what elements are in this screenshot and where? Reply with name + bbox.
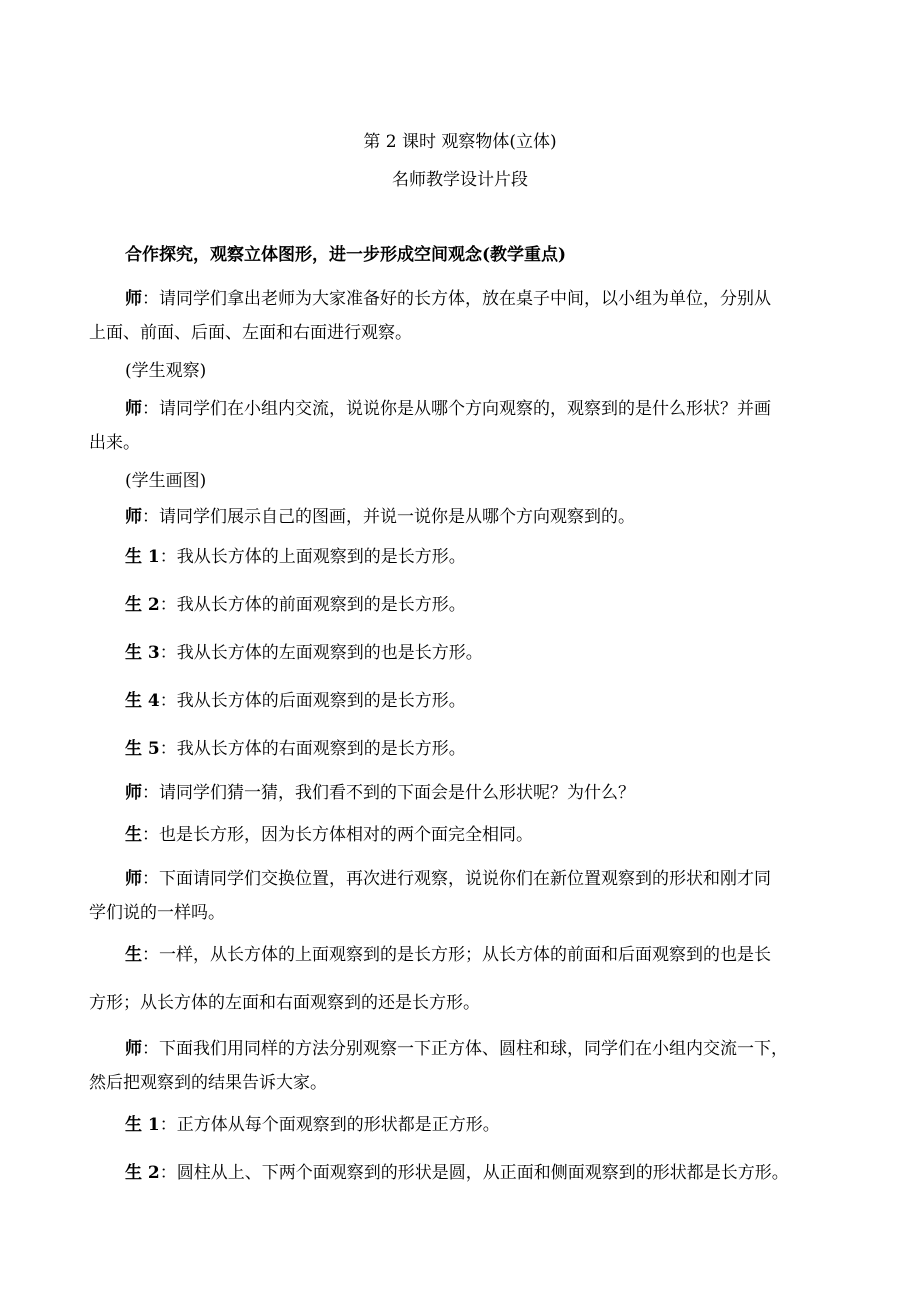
- paragraph-line: 师：下面请同学们交换位置，再次进行观察，说说你们在新位置观察到的形状和刚才同: [125, 869, 771, 889]
- speaker-label: 生 1: [125, 1115, 160, 1135]
- paragraph-line: 方形；从长方体的左面和右面观察到的还是长方形。: [89, 993, 480, 1013]
- paragraph-line: 生：一样，从长方体的上面观察到的是长方形；从长方体的前面和后面观察到的也是长: [125, 945, 771, 965]
- paragraph-line: (学生画图): [125, 471, 207, 491]
- paragraph-line: 然后把观察到的结果告诉大家。: [89, 1073, 327, 1093]
- speaker-label: 师: [125, 1039, 142, 1059]
- page-subtitle: 名师教学设计片段: [392, 170, 528, 190]
- speaker-label: 师: [125, 399, 142, 419]
- speaker-label: 生 2: [125, 595, 160, 615]
- paragraph-line: 师：请同学们拿出老师为大家准备好的长方体，放在桌子中间，以小组为单位，分别从: [125, 289, 771, 309]
- paragraph-line: 师：请同学们展示自己的图画，并说一说你是从哪个方向观察到的。: [125, 507, 635, 527]
- speaker-label: 师: [125, 507, 142, 527]
- paragraph-line: 生：也是长方形，因为长方体相对的两个面完全相同。: [125, 825, 533, 845]
- paragraph-line: (学生观察): [125, 361, 207, 381]
- paragraph-line: 师：请同学们在小组内交流，说说你是从哪个方向观察的，观察到的是什么形状？并画: [125, 399, 771, 419]
- paragraph-line: 生 1：正方体从每个面观察到的形状都是正方形。: [125, 1115, 500, 1135]
- section-heading: 合作探究，观察立体图形，进一步形成空间观念(教学重点): [125, 245, 567, 265]
- speaker-label: 师: [125, 289, 142, 309]
- paragraph-line: 生 2：我从长方体的前面观察到的是长方形。: [125, 595, 466, 615]
- speaker-label: 生 2: [125, 1163, 160, 1183]
- speaker-label: 师: [125, 783, 142, 803]
- paragraph-line: 生 1：我从长方体的上面观察到的是长方形。: [125, 547, 466, 567]
- speaker-label: 生: [125, 945, 142, 965]
- paragraph-line: 上面、前面、后面、左面和右面进行观察。: [89, 323, 412, 343]
- paragraph-line: 生 4：我从长方体的后面观察到的是长方形。: [125, 691, 466, 711]
- paragraph-line: 生 3：我从长方体的左面观察到的也是长方形。: [125, 643, 483, 663]
- speaker-label: 师: [125, 869, 142, 889]
- paragraph-line: 师：请同学们猜一猜，我们看不到的下面会是什么形状呢？为什么？: [125, 783, 635, 803]
- page-title: 第 2 课时 观察物体(立体): [363, 132, 557, 152]
- speaker-label: 生 4: [125, 691, 160, 711]
- speaker-label: 生 3: [125, 643, 160, 663]
- paragraph-line: 生 2：圆柱从上、下两个面观察到的形状是圆，从正面和侧面观察到的形状都是长方形。: [125, 1163, 789, 1183]
- speaker-label: 生: [125, 825, 142, 845]
- paragraph-line: 师：下面我们用同样的方法分别观察一下正方体、圆柱和球，同学们在小组内交流一下，: [125, 1039, 788, 1059]
- paragraph-line: 生 5：我从长方体的右面观察到的是长方形。: [125, 739, 466, 759]
- speaker-label: 生 1: [125, 547, 160, 567]
- speaker-label: 生 5: [125, 739, 160, 759]
- paragraph-line: 学们说的一样吗。: [89, 903, 225, 923]
- paragraph-line: 出来。: [89, 433, 140, 453]
